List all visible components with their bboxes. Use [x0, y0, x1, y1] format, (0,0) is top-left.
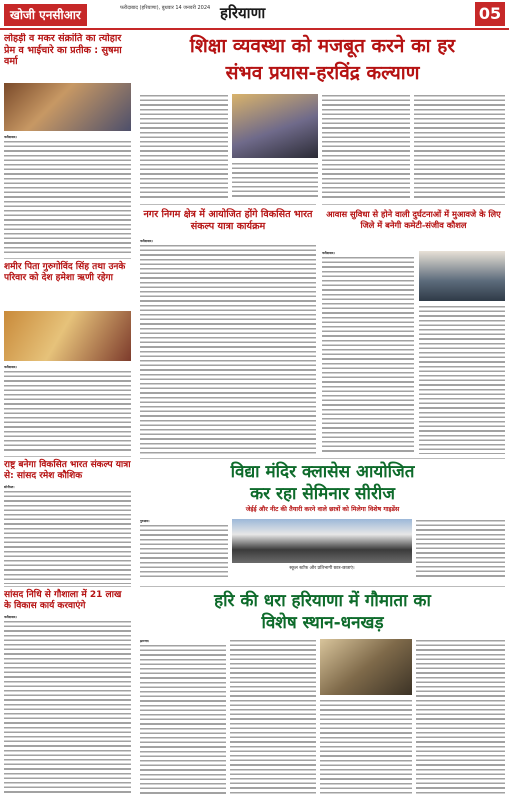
headline: राष्ट्र बनेगा विकसित भारत संकल्प यात्रा से: सांसद रमेश कौशिक	[4, 460, 131, 481]
article-lohri	[4, 33, 131, 255]
dateline: फरीदाबाद।	[140, 239, 153, 243]
dateline: फरीदाबाद।	[4, 135, 17, 139]
date-line: फरीदाबाद (हरियाणा), बुधवार 14 जनवरी 2024	[120, 5, 211, 11]
article-awas	[322, 204, 505, 454]
body-text	[140, 519, 228, 580]
headline-line-2: विशेष स्थान-धनखड़	[261, 613, 384, 633]
article-shiksha-headline	[140, 33, 505, 91]
body-text	[4, 485, 131, 584]
headline-line-2: संभव प्रयास-हरविंद्र कल्याण	[225, 62, 420, 84]
body-text-2	[230, 639, 316, 796]
dateline: गुरुग्राम।	[140, 519, 150, 523]
body-text	[140, 239, 316, 454]
headline-line-1: शिक्षा व्यवस्था को मजबूत करने का हर	[189, 35, 456, 57]
article-vidya	[140, 458, 505, 580]
body-text	[4, 365, 131, 453]
photo	[232, 94, 318, 158]
headline: नगर निगम क्षेत्र में आयोजित होंगे विकसित भारत संकल्प यात्रा कार्यक्रम	[143, 209, 313, 232]
dateline: झज्जर।	[140, 639, 150, 643]
article-gaumata	[140, 586, 505, 796]
photo	[320, 639, 412, 695]
dateline: फरीदाबाद।	[322, 251, 335, 255]
body-text-4	[416, 639, 505, 796]
dateline: फरीदाबाद।	[4, 365, 17, 369]
headline-line-1: हरि की धरा हरियाणा में गौमाता का	[214, 591, 431, 611]
logo-text: खोजी एनसीआर	[10, 8, 81, 22]
article-guru	[4, 258, 131, 453]
shiksha-col-2	[232, 162, 318, 200]
body-text-1	[322, 251, 414, 454]
body-text-1	[140, 639, 226, 796]
subheadline: जेईई और नीट की तैयारी करने वाले छात्रों को मिलेगा विशेष गाइडेंस	[245, 506, 400, 513]
body-text	[4, 615, 131, 796]
dateline: सोनीपत।	[4, 485, 15, 489]
headline: सांसद निधि से गौशाला में 21 लाख के विकास कार्य करवाएंगे	[4, 590, 122, 611]
article-nagar	[140, 204, 316, 454]
body-text-2	[416, 519, 505, 580]
shiksha-col-3	[322, 94, 410, 200]
shiksha-col-4	[414, 94, 505, 200]
masthead-logo	[4, 4, 87, 26]
section-title	[220, 3, 265, 23]
section-label: हरियाणा	[220, 4, 266, 22]
shiksha-col-1	[140, 94, 228, 200]
group-photo	[232, 519, 412, 563]
photo-caption: स्कूल स्टॉफ और प्रतिभागी छात्र-छात्राएं।	[289, 566, 355, 571]
photo	[4, 83, 131, 131]
body-text-2	[419, 305, 505, 454]
headline-line-1: विद्या मंदिर क्लासेस आयोजित	[230, 462, 415, 482]
headline: शमीर पिता गुरुगोविंद सिंह तथा उनके परिवार को देश हमेशा ऋणी रहेगा	[4, 262, 126, 283]
body-text-3	[320, 699, 412, 796]
body-text	[4, 135, 131, 255]
article-gaushala	[4, 586, 131, 796]
photo	[4, 311, 131, 361]
masthead	[0, 0, 509, 30]
article-rashtra	[4, 456, 131, 584]
headline-line-2: कर रहा सेमिनार सीरीज	[250, 484, 395, 504]
headline: आवास सुविधा से होने वाली दुर्घटनाओं में मुआवजे के लिए जिले में बनेगी कमेटी-संजीव कौशल	[326, 209, 501, 230]
dateline: फरीदाबाद।	[4, 615, 17, 619]
headline: लोहड़ी व मकर संक्रांति का त्योहार प्रेम व भाईचारे का प्रतीक : सुषमा वर्मा	[4, 33, 122, 67]
page-number: 05	[475, 2, 505, 26]
portrait-photo	[419, 251, 505, 301]
